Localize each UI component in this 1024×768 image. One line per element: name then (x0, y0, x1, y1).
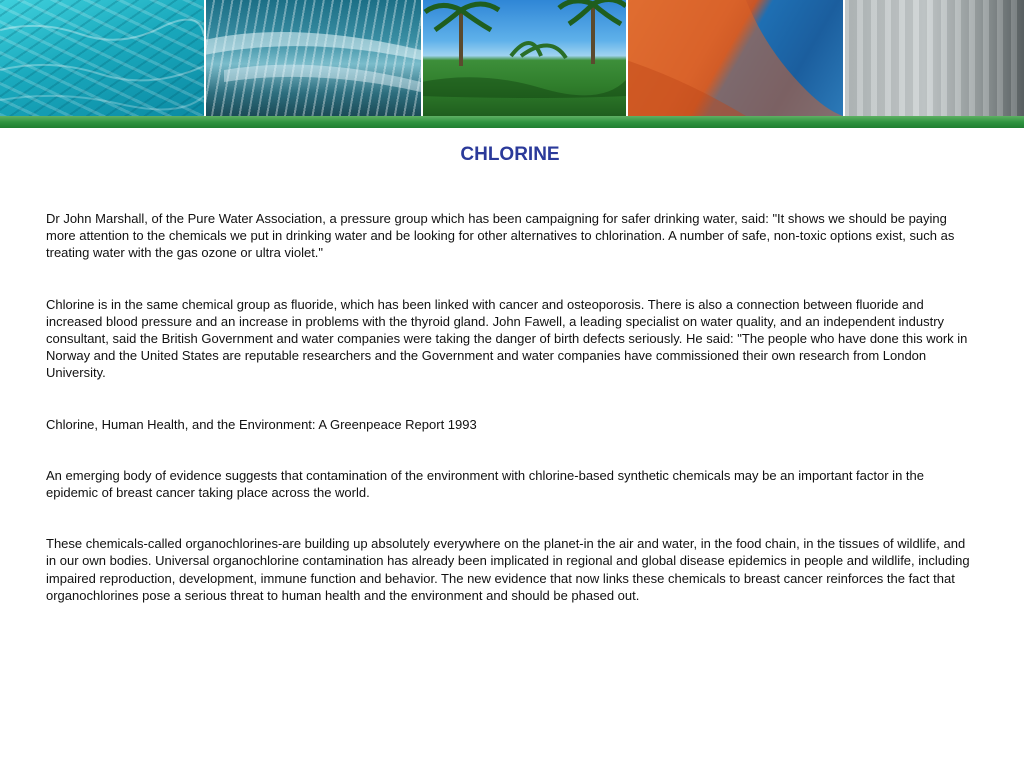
paragraph-fluoride: Chlorine is in the same chemical group as fluoride, which has been linked with cancer and osteoporosis. There is also a connection between fluoride and increased blood pressure and an increase in problems with the thyroid gland. John Fawell, a leading specialist on water quality, and an independent industry consultant, said the British Government and water companies were taking the danger of birth defects seriously. He said: "The people who have done this work in Norway and the United States are reputable researchers and the Government and water companies have commissioned their own research from London University. (46, 296, 968, 381)
pool-water-photo (0, 0, 204, 116)
green-accent-bar (0, 116, 1024, 128)
banner-divider (626, 0, 628, 116)
paragraph-breast-cancer: An emerging body of evidence suggests that contamination of the environment with chlorine-based synthetic chemicals may be an important factor in the epidemic of breast cancer taking place across the world. (46, 467, 924, 501)
paragraph-marshall-quote: Dr John Marshall, of the Pure Water Association, a pressure group which has been campaigning for safer drinking water, said: "It shows we should be paying more attention to the chemicals we put in drinking water and be looking for other alternatives to chlorination. A number of safe, non-toxic options exist, such as treating water with the gas ozone or ultra violet." (46, 211, 955, 261)
waterfall-photo (204, 0, 421, 116)
page-title: CHLORINE (460, 144, 560, 165)
banner-divider (421, 0, 423, 116)
banner-divider (843, 0, 845, 116)
banner-divider (204, 0, 206, 116)
paragraph-organochlorines: These chemicals-called organochlorines-are building up absolutely everywhere on the planet-in the air and water, in the food chain, in the tissues of wildlife, and in our own bodies. Universal organochlorine contamination has already been implicated in regional and global disease epidemics in people and wildlife, including impaired reproduction, development, immune function and behavior. The new evidence that now links these chemicals to breast cancer reinforces the fact that organochlorines pose a serious threat to human health and the environment and should be phased out. (46, 536, 970, 603)
body-text (46, 210, 978, 604)
header-banner (0, 0, 1024, 116)
palm-trees-photo (421, 0, 626, 116)
paragraph-report-citation: Chlorine, Human Health, and the Environment: A Greenpeace Report 1993 (46, 416, 477, 432)
concrete-wall-photo (843, 0, 1024, 116)
marsh-lake-photo (626, 0, 843, 116)
